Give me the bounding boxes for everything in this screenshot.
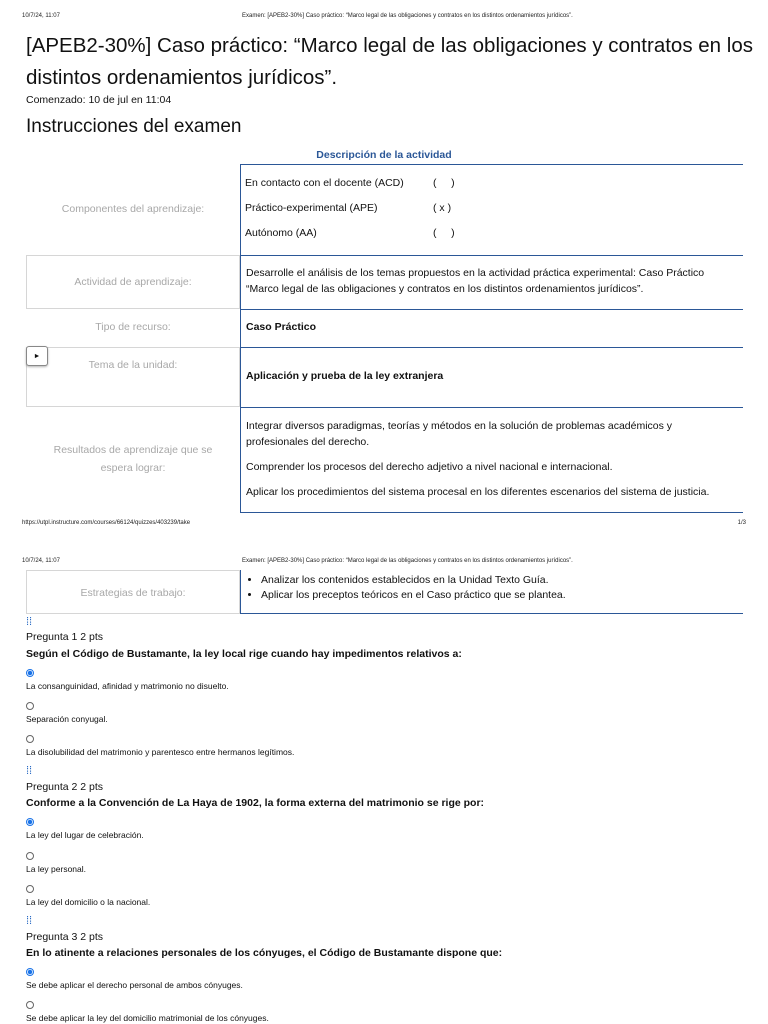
drag-handle-icon[interactable]: ⁞⁞	[26, 616, 33, 628]
answer-radio[interactable]	[26, 735, 34, 743]
answer-text: Se debe aplicar el derecho personal de ambos cónyuges.	[26, 980, 243, 990]
drag-handle-icon[interactable]: ⁞⁞	[26, 915, 33, 927]
print-footer-page1	[22, 520, 746, 526]
component-mark: ( x )	[433, 202, 452, 214]
unit-label: Tema de la unidad:	[26, 347, 240, 407]
started-time: Comenzado: 10 de jul en 11:04	[26, 94, 172, 106]
activity-text: Desarrolle el análisis de los temas propuestos en la actividad práctica experimental: Caso Práctico “Marco legal de las obligaciones y contratos en los distintos ordenamientos jurídicos”.	[240, 255, 743, 309]
results-cell	[240, 407, 743, 513]
question-header: Pregunta 3 2 pts	[26, 931, 104, 943]
component-name: Práctico-experimental (APE)	[245, 202, 378, 214]
component-name: En contacto con el docente (ACD)	[245, 177, 404, 189]
activity-label: Actividad de aprendizaje:	[26, 255, 240, 309]
footer-url: https://utpl.instructure.com/courses/66124/quizzes/403239/take	[22, 520, 191, 526]
print-header-page2	[22, 558, 746, 566]
resource-label: Tipo de recurso:	[95, 321, 171, 333]
table-header: Descripción de la actividad	[316, 149, 452, 161]
answer-text: La ley personal.	[26, 864, 87, 874]
component-name: Autónomo (AA)	[245, 227, 317, 239]
footer-page: 1/3	[737, 520, 746, 526]
question-text: Conforme a la Convención de La Haya de 1902, la forma externa del matrimonio se rige por:	[26, 797, 485, 809]
answer-text: Se debe aplicar la ley del domicilio matrimonial de los cónyuges.	[26, 1013, 269, 1023]
play-button[interactable]: ►	[26, 346, 48, 366]
components-label: Componentes del aprendizaje:	[61, 203, 205, 215]
strategies-cell	[240, 570, 743, 614]
question-text: Según el Código de Bustamante, la ley local rige cuando hay impedimentos relativos a:	[26, 648, 462, 660]
instructions-heading: Instrucciones del examen	[26, 116, 242, 137]
results-label: Resultados de aprendizaje que se espera lograr:	[53, 444, 213, 474]
component-mark: ( )	[433, 227, 455, 239]
component-item	[245, 177, 455, 189]
answer-text: Separación conyugal.	[26, 714, 108, 724]
print-header-page1	[22, 13, 746, 21]
drag-handle-icon[interactable]: ⁞⁞	[26, 765, 33, 777]
answer-radio-selected[interactable]	[26, 669, 34, 677]
resource-value: Caso Práctico	[240, 309, 743, 347]
answer-radio[interactable]	[26, 1001, 34, 1009]
answer-text: La consanguinidad, afinidad y matrimonio no disuelto.	[26, 681, 229, 691]
print-title: Examen: [APEB2-30%] Caso práctico: “Marco legal de las obligaciones y contratos en los distintos ordenamientos jurídicos”.	[242, 558, 573, 564]
print-timestamp: 10/7/24, 11:07	[22, 13, 60, 19]
answer-radio[interactable]	[26, 852, 34, 860]
question-header: Pregunta 2 2 pts	[26, 781, 104, 793]
result-item: Comprender los procesos del derecho adjetivo a nivel nacional e internacional.	[246, 461, 613, 473]
component-item	[245, 202, 452, 214]
component-item	[245, 227, 455, 239]
answer-radio-selected[interactable]	[26, 968, 34, 976]
page-title: [APEB2-30%] Caso práctico: “Marco legal de las obligaciones y contratos en los distintos ordenamientos jurídicos”.	[26, 34, 753, 89]
strategy-item: • Analizar los contenidos establecidos en la Unidad Texto Guía.	[261, 573, 743, 588]
answer-radio[interactable]	[26, 702, 34, 710]
result-item: Integrar diversos paradigmas, teorías y métodos en la solución de problemas académicos y profesionales del derecho.	[246, 420, 673, 448]
print-title: Examen: [APEB2-30%] Caso práctico: “Marco legal de las obligaciones y contratos en los distintos ordenamientos jurídicos”.	[242, 13, 573, 19]
question-text: En lo atinente a relaciones personales de los cónyuges, el Código de Bustamante dispone que:	[26, 947, 503, 959]
strategies-list	[241, 573, 743, 603]
strategy-item: • Aplicar los preceptos teóricos en el Caso práctico que se plantea.	[261, 588, 743, 603]
unit-value: Aplicación y prueba de la ley extranjera	[240, 347, 743, 407]
strategies-label: Estrategias de trabajo:	[26, 570, 240, 614]
answer-text: La disolubilidad del matrimonio y parentesco entre hermanos legítimos.	[26, 747, 295, 757]
answer-text: La ley del lugar de celebración.	[26, 830, 144, 840]
answer-radio[interactable]	[26, 885, 34, 893]
component-mark: ( )	[433, 177, 455, 189]
print-timestamp: 10/7/24, 11:07	[22, 558, 60, 564]
answer-radio-selected[interactable]	[26, 818, 34, 826]
result-item: Aplicar los procedimientos del sistema procesal en los diferentes escenarios del sistema de justicia.	[246, 486, 710, 498]
answer-text: La ley del domicilio o la nacional.	[26, 897, 151, 907]
question-header: Pregunta 1 2 pts	[26, 631, 104, 643]
